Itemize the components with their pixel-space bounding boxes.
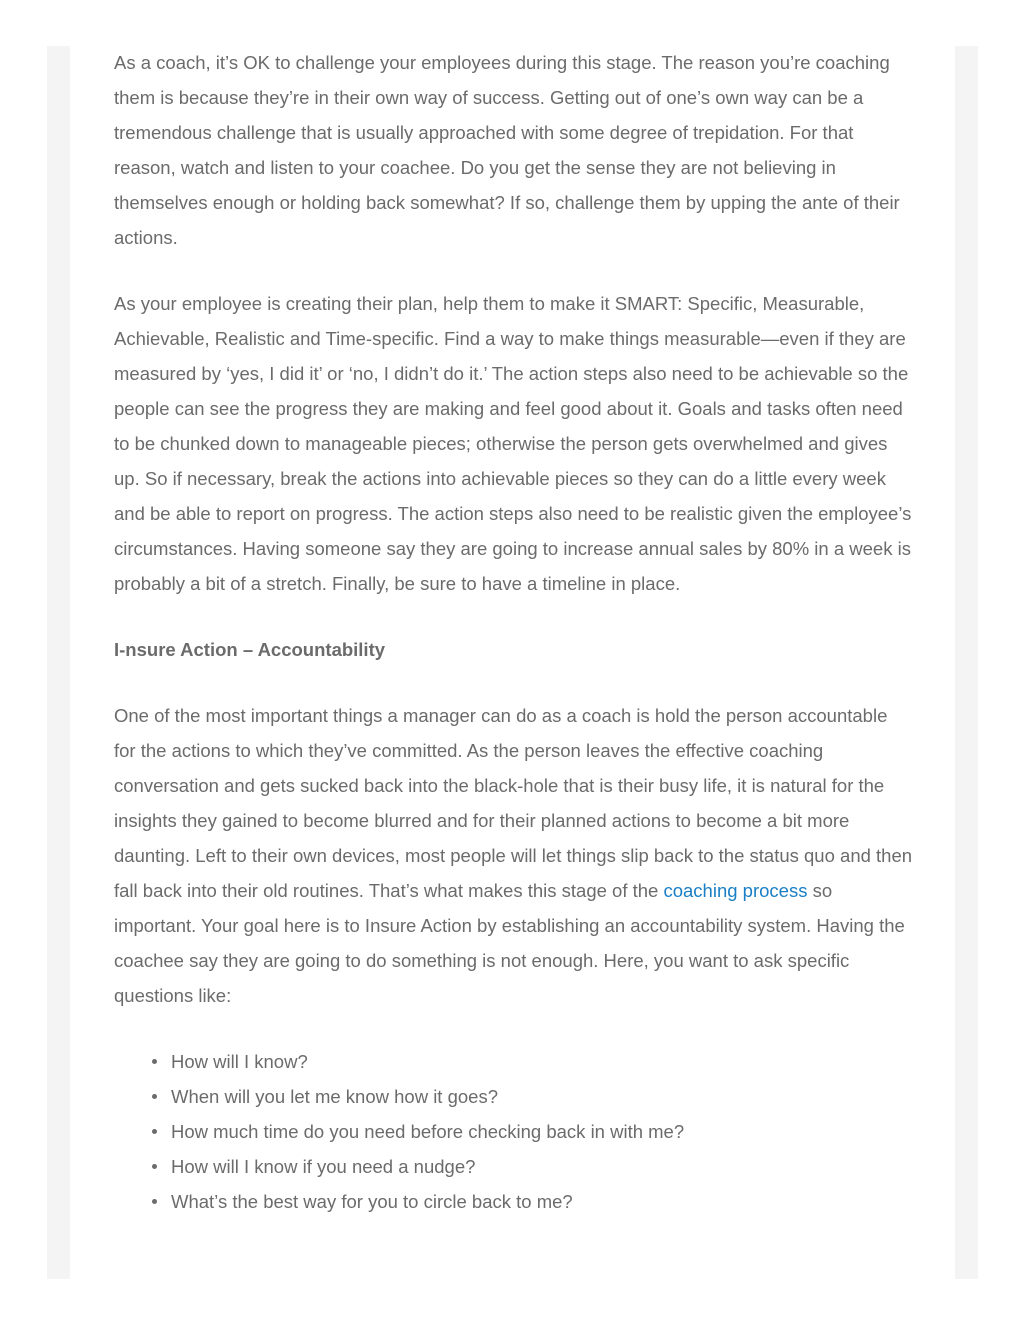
section-heading: I-nsure Action – Accountability (114, 639, 386, 660)
list-item: How will I know if you need a nudge? (171, 1149, 914, 1184)
article-body (114, 45, 914, 1219)
list-item: What’s the best way for you to circle back to me? (171, 1184, 914, 1219)
list-item: How will I know? (171, 1044, 914, 1079)
right-side-bar (955, 46, 978, 1279)
paragraph-smart-plan: As your employee is creating their plan, help them to make it SMART: Specific, Measurable, Achievable, Realistic and Time-specific. Find a way to make things measurable—even if they are measured by ‘yes, I did it’ or ‘no, I didn’t do it.’ The action steps also need to be achievable so the people can see the progress they are making and feel good about it. Goals and tasks often need to be chunked down to manageable pieces; otherwise the person gets overwhelmed and gives up. So if necessary, break the actions into achievable pieces so they can do a little every week and be able to report on progress. The action steps also need to be realistic given the employee’s circumstances. Having someone say they are going to increase annual sales by 80% in a week is probably a bit of a stretch. Finally, be sure to have a timeline in place. (114, 293, 912, 594)
paragraph-text-end: so important. Your goal here is to Insure Action by establishing an accountability system. Having the coachee say they are going to do something is not enough. Here, you want to ask specific questions like: (114, 880, 905, 1006)
paragraph-text-start: One of the most important things a manager can do as a coach is hold the person accountable for the actions to which they’ve committed. As the person leaves the effective coaching conversation and gets sucked back into the black-hole that is their busy life, it is natural for the insights they gained to become blurred and for their planned actions to become a bit more daunting. Left to their own devices, most people will let things slip back to the status quo and then fall back into their old routines. That’s what makes this stage of the (114, 705, 913, 901)
left-side-bar (47, 46, 70, 1279)
paragraph-accountability (114, 698, 914, 1013)
paragraph-challenge: As a coach, it’s OK to challenge your employees during this stage. The reason you’re coaching them is because they’re in their own way of success. Getting out of one’s own way can be a tremendous challenge that is usually approached with some degree of trepidation. For that reason, watch and listen to your coachee. Do you get the sense they are not believing in themselves enough or holding back somewhat? If so, challenge them by upping the ante of their actions. (114, 52, 900, 248)
coaching-process-link[interactable]: coaching process (663, 880, 808, 901)
questions-list (114, 1044, 914, 1219)
list-item: How much time do you need before checking back in with me? (171, 1114, 914, 1149)
list-item: When will you let me know how it goes? (171, 1079, 914, 1114)
